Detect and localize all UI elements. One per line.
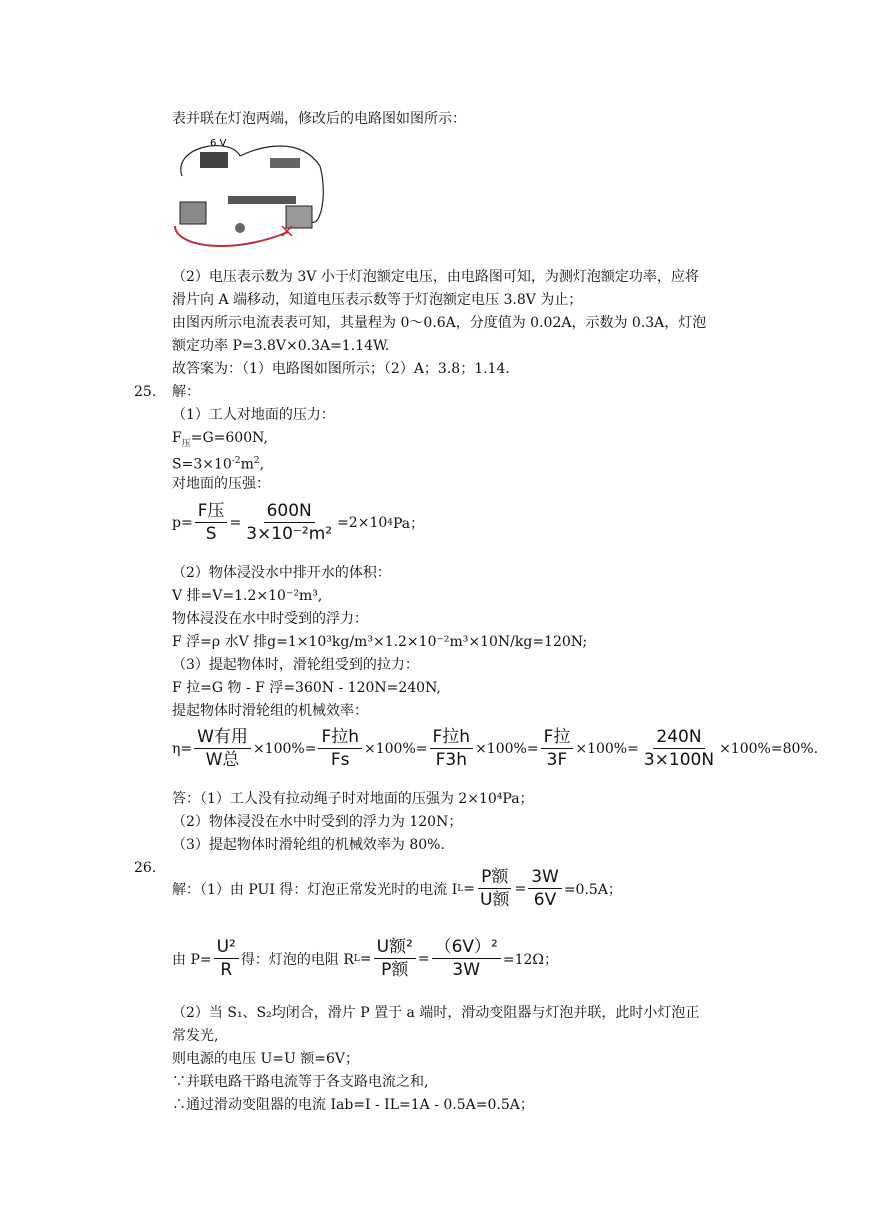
fraction: $\frac{240N}{3\times 100N}$ <box>643 727 715 770</box>
text-line: （3）提起物体时滑轮组的机械效率为 80%. <box>172 837 445 853</box>
text-line: F 拉=G 物 - F 浮=360N - 120N=240N, <box>172 680 441 696</box>
text-line: 额定功率 P=3.8V×0.3A=1.14W. <box>172 338 390 354</box>
text-line: $F_压=G=600N$, <box>172 430 268 449</box>
fraction: $\frac{\text{F拉}}{3F}$ <box>541 726 574 771</box>
text-line: 常发光, <box>172 1028 219 1044</box>
text-line: 由图丙所示电流表表可知，其量程为 0～0.6A，分度值为 0.02A，示数为 0.3A，灯泡 <box>172 315 707 331</box>
text-line: 提起物体时滑轮组的机械效率： <box>172 703 368 719</box>
voltmeter-icon <box>286 206 312 228</box>
fraction: $\frac{3W}{6V}$ <box>528 866 562 911</box>
resistance-formula: 由 P= $\frac{\text{U²}}{R}$ 得：灯泡的电阻 R L = $\frac{\text{U额²}}{\text{P额}}$ = $\frac{\text{（6V）²}}{3W}$ =12Ω； <box>172 937 559 980</box>
fraction: $\frac{\text{F压}}{S}$ <box>195 500 228 545</box>
pressure-formula: p= $\frac{\text{F压}}{S}$ = $\frac{600N}{\text{3×10⁻²m²}}$ =2×10 4 Pa； <box>172 501 425 544</box>
text-line: 表并联在灯泡两端，修改后的电路图如图所示： <box>172 111 466 127</box>
fraction: $\frac{\text{F拉h}}{F3h}$ <box>430 726 474 771</box>
question-number: 25. <box>134 384 157 400</box>
text-line: F 浮=ρ 水V 排g=1×10³kg/m³×1.2×10⁻²m³×10N/kg=120N; <box>172 634 588 650</box>
question-number: 26. <box>134 860 157 876</box>
fraction: $\frac{\text{F拉h}}{Fs}$ <box>318 726 362 771</box>
lamp-icon <box>235 223 245 233</box>
text-line: （2）物体浸没在水中时受到的浮力为 120N； <box>172 814 463 830</box>
text-line: （1）工人对地面的压力： <box>172 407 335 423</box>
text-line: $S=3\times 10^{-2}m^2$, <box>172 456 265 473</box>
text-line: 对地面的压强： <box>172 476 270 492</box>
text-line: （2）当 S₁、S₂均闭合，滑片 P 置于 a 端时，滑动变阻器与灯泡并联，此时小灯泡正 <box>172 1005 700 1021</box>
battery-label: 6 V <box>210 138 227 149</box>
efficiency-formula: η= $\frac{\text{W有用}}{\text{W总}}$ ×100%= $\frac{\text{F拉h}}{Fs}$ ×100%= $\frac{\text{F拉h}}{F3h}$ ×100%= $\frac{\text{F拉}}{3F}$ ×100%= $\frac{240N}{3\times 100N}$ ×100%=80%. <box>172 727 819 770</box>
fraction: $\frac{\text{U²}}{R}$ <box>214 936 239 981</box>
text-line: （3）提起物体时，滑轮组受到的拉力： <box>172 657 419 673</box>
text-line: 滑片向 A 端移动，知道电压表示数等于灯泡额定电压 3.8V 为止； <box>172 292 583 308</box>
text-line: ∵并联电路干路电流等于各支路电流之和, <box>172 1074 429 1090</box>
fraction: $\frac{600N}{\text{3×10⁻²m²}}$ <box>246 501 333 544</box>
circuit-diagram <box>170 136 330 256</box>
text-line: 答：（1）工人没有拉动绳子时对地面的压强为 2×10⁴Pa； <box>172 791 534 807</box>
text-line: （2）电压表示数为 3V 小于灯泡额定电压，由电路图可知，为测灯泡额定功率，应将 <box>172 269 699 285</box>
switch-icon <box>270 158 300 168</box>
fraction: $\frac{\text{W有用}}{\text{W总}}$ <box>194 726 251 771</box>
text-line: 则电源的电压 U=U 额=6V； <box>172 1051 359 1067</box>
text-line: 故答案为：（1）电路图如图所示；（2）A；3.8；1.14. <box>172 361 510 377</box>
ammeter-icon <box>180 202 206 224</box>
rheostat-icon <box>228 196 296 204</box>
fraction: $\frac{\text{P额}}{\text{U额}}$ <box>480 867 510 910</box>
text-line: V 排=V=1.2×10⁻²m³, <box>172 588 323 604</box>
current-formula: 解：（1）由 PUI 得：灯泡正常发光时的电流 I L = $\frac{\text{P额}}{\text{U额}}$ = $\frac{3W}{6V}$ =0.5A； <box>172 867 622 910</box>
text-line: 物体浸没在水中时受到的浮力： <box>172 611 368 627</box>
fraction: $\frac{\text{U额²}}{\text{P额}}$ <box>374 936 416 981</box>
fraction: $\frac{\text{（6V）²}}{3W}$ <box>432 936 501 981</box>
text-line: 解： <box>172 384 200 400</box>
battery-icon <box>200 152 228 168</box>
text-line: （2）物体浸没水中排开水的体积： <box>172 565 391 581</box>
text-line: ∴通过滑动变阻器的电流 Iab=I - IL=1A - 0.5A=0.5A； <box>172 1097 534 1113</box>
